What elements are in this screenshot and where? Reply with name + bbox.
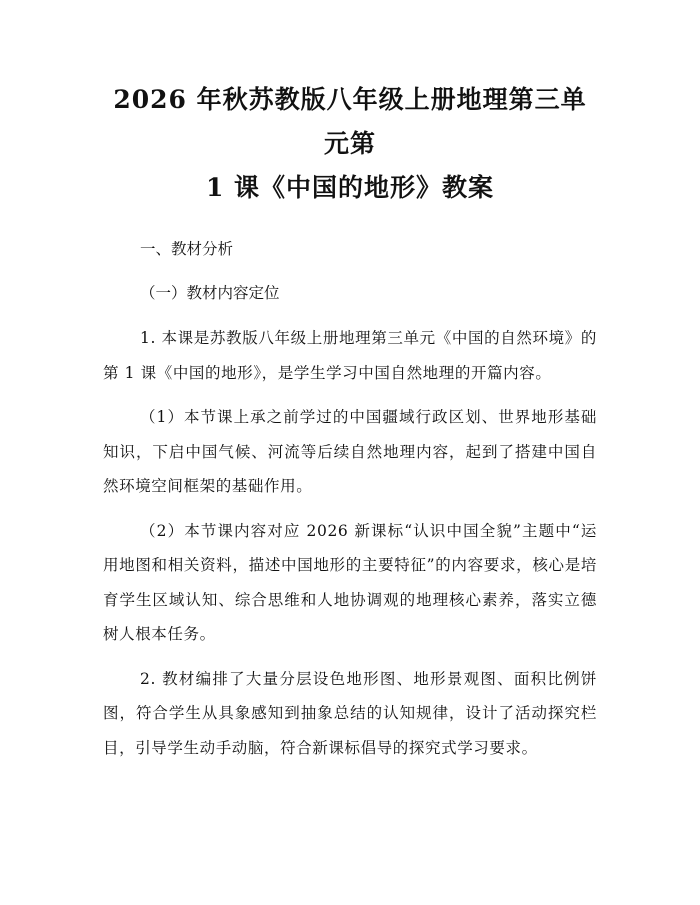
paragraph-4: 2. 教材编排了大量分层设色地形图、地形景观图、面积比例饼图，符合学生从具象感知到抽象总结的认知规律，设计了活动探究栏目，引导学生动手动脑，符合新课标倡导的探究式学习要求。: [103, 669, 597, 757]
subsection-heading: （一）教材内容定位: [140, 284, 280, 302]
document-title: [103, 78, 597, 210]
paragraph-2: （1）本节课上承之前学过的中国疆域行政区划、世界地形基础知识，下启中国气候、河流等后续自然地理内容，起到了搭建中国自然环境空间框架的基础作用。: [103, 408, 597, 495]
title-line-2: 1 课《中国的地形》教案: [205, 173, 495, 202]
section-heading: 一、教材分析: [140, 240, 234, 258]
title-line-1: 2026 年秋苏教版八年级上册地理第三单元第: [113, 85, 587, 158]
paragraph-3: （2）本节课内容对应 2026 新课标“认识中国全貌”主题中“运用地图和相关资料，描述中国地形的主要特征”的内容要求，核心是培育学生区域认知、综合思维和人地协调观的地理核心素养，落实立德树人根本任务。: [103, 521, 597, 643]
paragraph-1: 1. 本课是苏教版八年级上册地理第三单元《中国的自然环境》的第 1 课《中国的地形》，是学生学习中国自然地理的开篇内容。: [103, 329, 597, 382]
